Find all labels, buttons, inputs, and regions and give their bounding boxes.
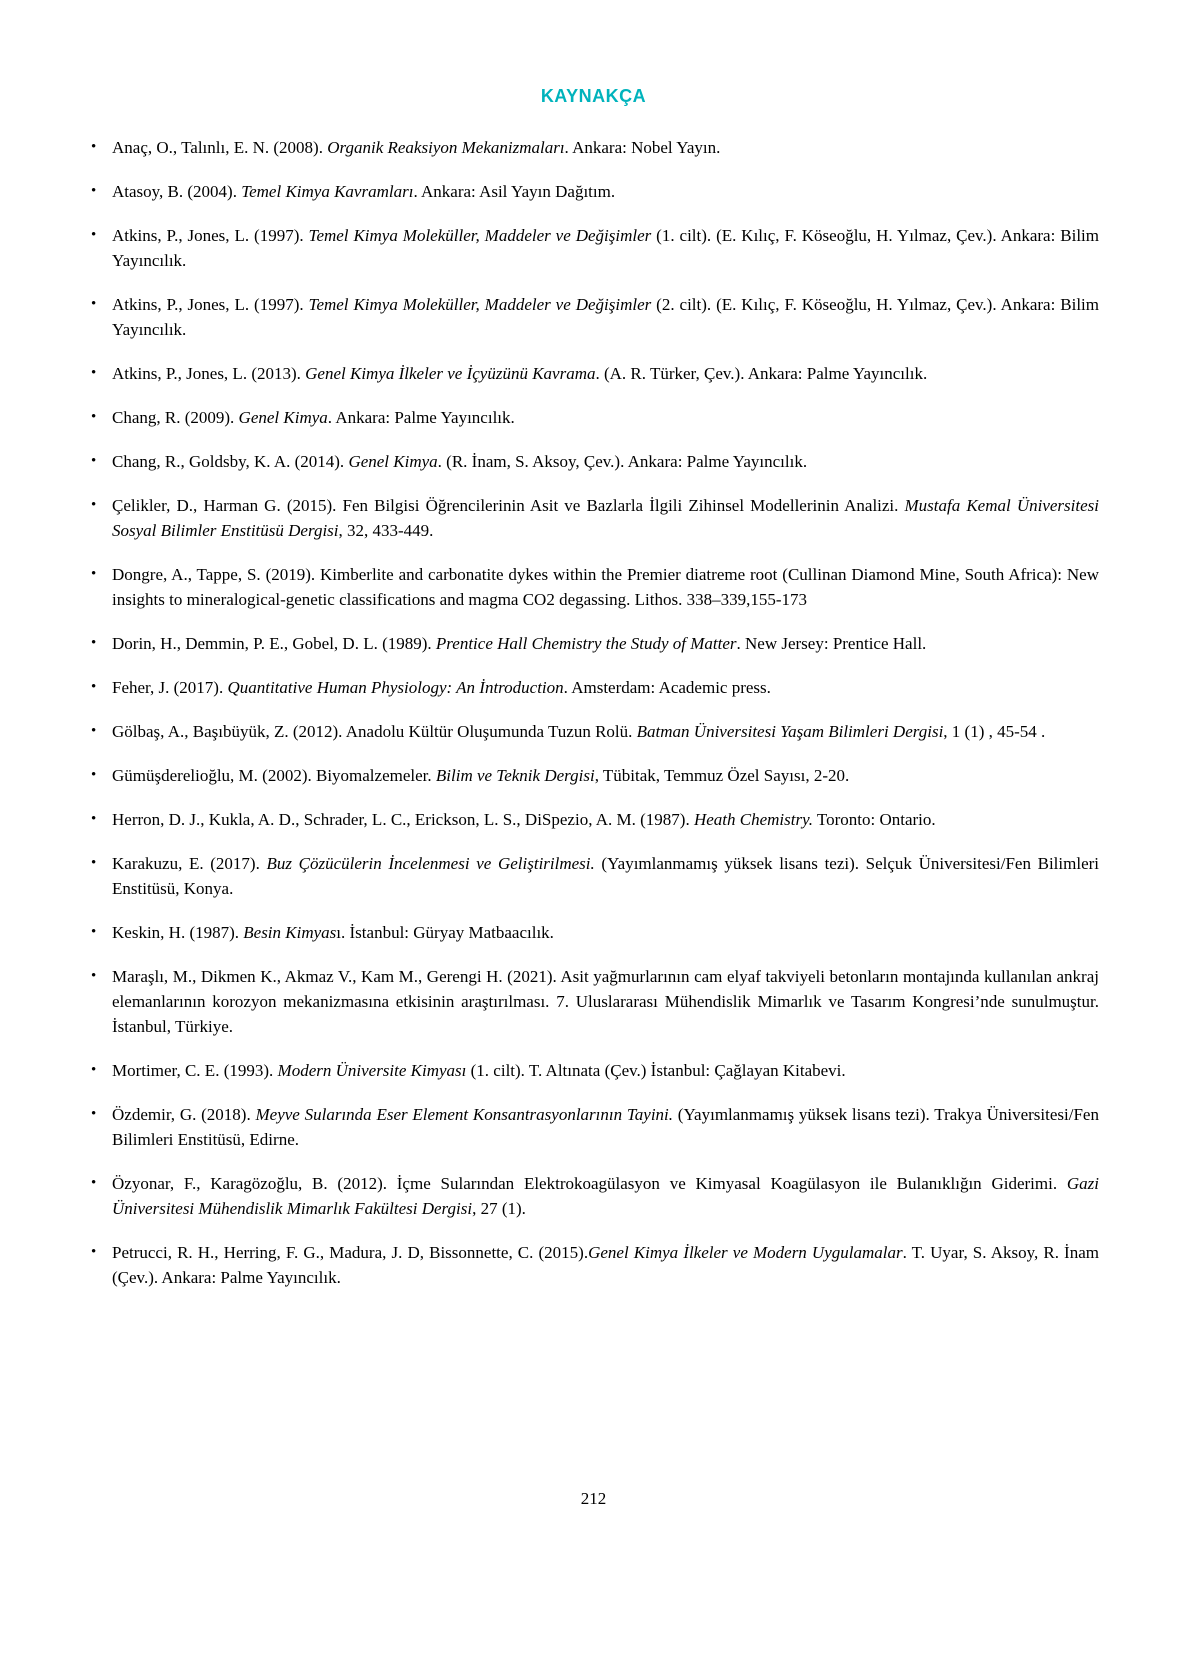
reference-text: Chang, R. (2009). bbox=[112, 408, 239, 427]
reference-text: Dongre, A., Tappe, S. (2019). Kimberlite and carbonatite dykes within the Premier diatreme root (Cullinan Diamond Mine, South Africa): New insights to mineralogical-genetic classifications and magma CO2 degassing. Lithos. 338–339,155-173 bbox=[112, 565, 1099, 609]
page-number: 212 bbox=[580, 1489, 607, 1508]
reference-title-italic: Buz Çözücülerin İncelenmesi ve Geliştirilmesi. bbox=[266, 854, 595, 873]
reference-text: ı. İstanbul: Güryay Matbaacılık. bbox=[336, 923, 554, 942]
reference-item bbox=[88, 562, 1099, 612]
reference-item bbox=[88, 179, 1099, 204]
reference-text: Gümüşderelioğlu, M. (2002). Biyomalzemeler. bbox=[112, 766, 436, 785]
reference-title-italic: Bilim ve Teknik Dergisi bbox=[435, 766, 595, 785]
reference-text: Dorin, H., Demmin, P. E., Gobel, D. L. (1989). bbox=[112, 634, 436, 653]
reference-text: Çelikler, D., Harman G. (2015). Fen Bilgisi Öğrencilerinin Asit ve Bazlarla İlgili Zihinsel Modellerinin Analizi. bbox=[112, 496, 905, 515]
reference-text: Özyonar, F., Karagözoğlu, B. (2012). İçme Sularından Elektrokoagülasyon ve Kimyasal Koagülasyon ile Bulanıklığın Giderimi. bbox=[112, 1174, 1067, 1193]
reference-item bbox=[88, 1240, 1099, 1290]
reference-title-italic: Prentice Hall Chemistry the Study of Matter bbox=[435, 634, 737, 653]
reference-item bbox=[88, 361, 1099, 386]
reference-text: Gölbaş, A., Başıbüyük, Z. (2012). Anadolu Kültür Oluşumunda Tuzun Rolü. bbox=[112, 722, 637, 741]
reference-text: Atkins, P., Jones, L. (1997). bbox=[112, 295, 309, 314]
reference-text: Chang, R., Goldsby, K. A. (2014). bbox=[112, 452, 349, 471]
reference-text: , 32, 433-449. bbox=[338, 521, 434, 540]
reference-text: (2. cilt). (E. Kılıç, F. Köseoğlu, H. Yılmaz, Çev.). Ankara: Bilim Yayıncılık. bbox=[112, 295, 1099, 339]
reference-text: Atasoy, B. (2004). bbox=[112, 182, 242, 201]
reference-text: . (R. İnam, S. Aksoy, Çev.). Ankara: Palme Yayıncılık. bbox=[437, 452, 808, 471]
reference-text: , Tübitak, Temmuz Özel Sayısı, 2-20. bbox=[594, 766, 850, 785]
reference-text: Toronto: Ontario. bbox=[812, 810, 936, 829]
reference-text: (1. cilt). (E. Kılıç, F. Köseoğlu, H. Yılmaz, Çev.). Ankara: Bilim Yayıncılık. bbox=[112, 226, 1099, 270]
reference-text: Maraşlı, M., Dikmen K., Akmaz V., Kam M., Gerengi H. (2021). Asit yağmurlarının cam elyaf takviyeli betonların montajında kullanılan ankraj elemanlarının korozyon mekanizmasına etkisinin araştırılması. 7. Uluslararası Mühendislik Mimarlık ve Tasarım Kongresi’nde sunulmuştur. İstanbul, Türkiye. bbox=[112, 967, 1099, 1036]
reference-title-italic: Meyve Sularında Eser Element Konsantrasyonlarının Tayini. bbox=[255, 1105, 674, 1124]
reference-text: . Ankara: Palme Yayıncılık. bbox=[327, 408, 515, 427]
reference-item bbox=[88, 223, 1099, 273]
reference-text: . Ankara: Asil Yayın Dağıtım. bbox=[413, 182, 616, 201]
reference-title-italic: Mustafa Kemal Üniversitesi Sosyal Bilimler Enstitüsü Dergisi bbox=[112, 496, 1099, 540]
reference-title-italic: Besin Kimyas bbox=[243, 923, 337, 942]
reference-text: Atkins, P., Jones, L. (1997). bbox=[112, 226, 309, 245]
page-title: KAYNAKÇA bbox=[540, 86, 647, 106]
reference-item bbox=[88, 920, 1099, 945]
reference-item bbox=[88, 964, 1099, 1039]
reference-item bbox=[88, 1171, 1099, 1221]
reference-text: . (A. R. Türker, Çev.). Ankara: Palme Yayıncılık. bbox=[595, 364, 928, 383]
reference-text: . Ankara: Nobel Yayın. bbox=[564, 138, 721, 157]
reference-title-italic: Quantitative Human Physiology: An İntroduction bbox=[227, 678, 564, 697]
reference-text: Özdemir, G. (2018). bbox=[112, 1105, 256, 1124]
references-list bbox=[88, 135, 1099, 1290]
reference-item bbox=[88, 851, 1099, 901]
reference-item bbox=[88, 1102, 1099, 1152]
reference-text: , 27 (1). bbox=[472, 1199, 526, 1218]
reference-text: Karakuzu, E. (2017). bbox=[112, 854, 267, 873]
reference-item bbox=[88, 763, 1099, 788]
reference-text: Herron, D. J., Kukla, A. D., Schrader, L. C., Erickson, L. S., DiSpezio, A. M. (1987). bbox=[112, 810, 694, 829]
reference-text: , 1 (1) , 45-54 . bbox=[943, 722, 1046, 741]
reference-item bbox=[88, 807, 1099, 832]
reference-text: . Amsterdam: Academic press. bbox=[563, 678, 771, 697]
reference-title-italic: Genel Kimya İlkeler ve İçyüzünü Kavrama bbox=[305, 364, 596, 383]
reference-title-italic: Genel Kimya bbox=[238, 408, 328, 427]
reference-item bbox=[88, 1058, 1099, 1083]
reference-title-italic: Genel Kimya İlkeler ve Modern Uygulamalar bbox=[588, 1243, 903, 1262]
reference-text: (Yayımlanmamış yüksek lisans tezi). Trakya Üniversitesi/Fen Bilimleri Enstitüsü, Edirne. bbox=[112, 1105, 1099, 1149]
reference-item bbox=[88, 135, 1099, 160]
reference-title-italic: Batman Üniversitesi Yaşam Bilimleri Dergisi bbox=[636, 722, 944, 741]
reference-title-italic: Temel Kimya Kavramları bbox=[241, 182, 414, 201]
reference-text: Petrucci, R. H., Herring, F. G., Madura, J. D, Bissonnette, C. (2015). bbox=[112, 1243, 589, 1262]
reference-title-italic: Modern Üniversite Kimyası bbox=[277, 1061, 467, 1080]
reference-text: Mortimer, C. E. (1993). bbox=[112, 1061, 278, 1080]
reference-item bbox=[88, 449, 1099, 474]
reference-text: Atkins, P., Jones, L. (2013). bbox=[112, 364, 306, 383]
reference-item bbox=[88, 631, 1099, 656]
reference-item bbox=[88, 675, 1099, 700]
reference-title-italic: Temel Kimya Moleküller, Maddeler ve Değişimler bbox=[308, 295, 652, 314]
reference-title-italic: Organik Reaksiyon Mekanizmaları bbox=[327, 138, 565, 157]
reference-item bbox=[88, 493, 1099, 543]
reference-text: (1. cilt). T. Altınata (Çev.) İstanbul: Çağlayan Kitabevi. bbox=[466, 1061, 846, 1080]
reference-item bbox=[88, 719, 1099, 744]
reference-item bbox=[88, 405, 1099, 430]
reference-title-italic: Temel Kimya Moleküller, Maddeler ve Değişimler bbox=[308, 226, 652, 245]
reference-text: Feher, J. (2017). bbox=[112, 678, 228, 697]
reference-title-italic: Gazi Üniversitesi Mühendislik Mimarlık Fakültesi Dergisi bbox=[112, 1174, 1099, 1218]
reference-text: . New Jersey: Prentice Hall. bbox=[736, 634, 927, 653]
reference-text: (Yayımlanmamış yüksek lisans tezi). Selçuk Üniversitesi/Fen Bilimleri Enstitüsü, Konya. bbox=[112, 854, 1099, 898]
reference-text: . T. Uyar, S. Aksoy, R. İnam (Çev.). Ankara: Palme Yayıncılık. bbox=[112, 1243, 1099, 1287]
reference-text: Keskin, H. (1987). bbox=[112, 923, 244, 942]
reference-item bbox=[88, 292, 1099, 342]
reference-title-italic: Genel Kimya bbox=[348, 452, 438, 471]
reference-title-italic: Heath Chemistry. bbox=[693, 810, 813, 829]
reference-text: Anaç, O., Talınlı, E. N. (2008). bbox=[112, 138, 328, 157]
